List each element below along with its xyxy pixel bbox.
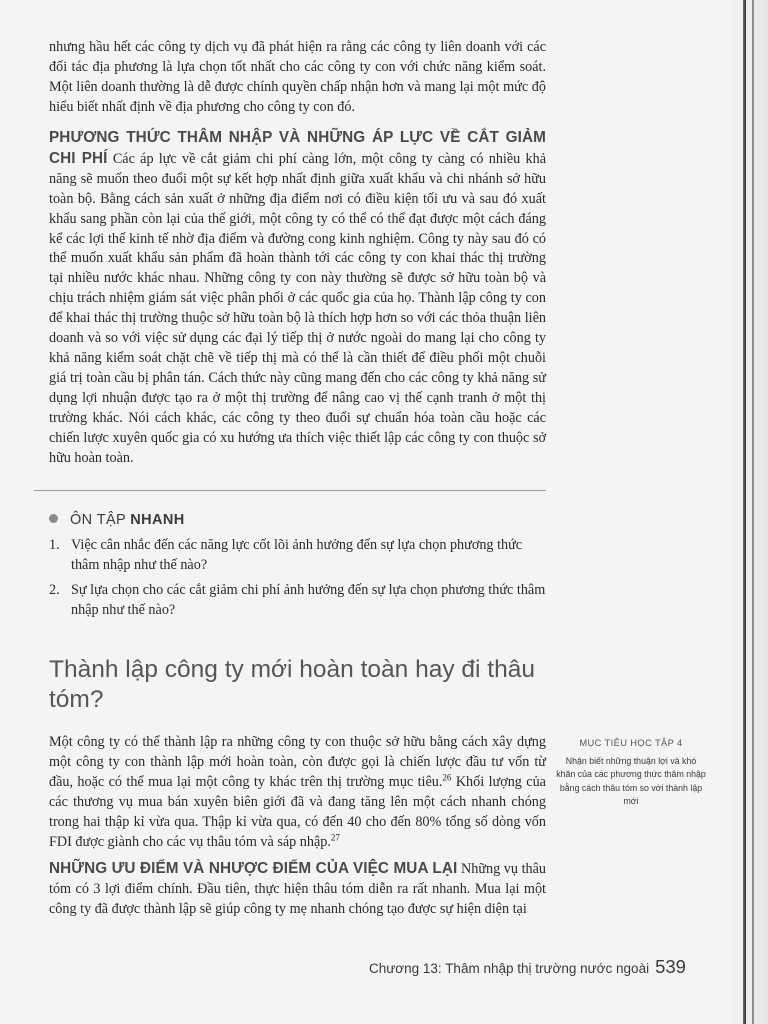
footnote-ref: 26: [442, 772, 452, 783]
review-question-number: 2.: [49, 582, 60, 598]
main-block: [49, 733, 546, 852]
main-paragraph: [49, 733, 546, 852]
book-spine-line: [743, 0, 746, 1024]
review-question-text: Sự lựa chọn cho các cắt giảm chi phí ảnh hưởng đến sự lựa chọn phương thức thâm nhập như thế nào?: [71, 582, 546, 618]
intro-block: [49, 38, 546, 118]
chapter-title: Chương 13: Thâm nhập thị trường nước ngoài: [369, 961, 650, 976]
quick-review-title-light: ÔN TẬP: [70, 512, 126, 528]
quick-review-title-bold: NHANH: [130, 512, 185, 528]
learning-objective-text: Nhận biết những thuận lợi và khó khăn của các phương thức thâm nhập bằng cách thâu tóm so với thành lập mới: [556, 756, 706, 806]
learning-objective-note: [556, 738, 706, 808]
section-divider: [34, 490, 546, 491]
acquisition-heading: NHỮNG ƯU ĐIỂM VÀ NHƯỢC ĐIỂM CỦA VIỆC MUA LẠI: [49, 860, 458, 877]
review-question: [49, 536, 546, 575]
cost-pressure-heading: PHƯƠNG THỨC THÂM NHẬP VÀ NHỮNG ÁP LỰC VỀ CẮT GIẢM CHI PHÍ: [49, 129, 546, 167]
page-footer: [369, 956, 686, 978]
footnote-ref: 27: [330, 831, 340, 842]
review-question-text: Việc cân nhắc đến các năng lực cốt lõi ảnh hưởng đến sự lựa chọn phương thức thâm nhập như thế nào?: [71, 537, 523, 573]
acquisition-paragraph: [49, 859, 546, 920]
main-paragraph-part1: Một công ty có thể thành lập ra những công ty con thuộc sở hữu bằng cách xây dựng một công ty con thành lập mới hoàn toàn, còn được gọi là chiến lược đầu tư vốn từ đầu, hoặc có thể mua lại một công ty khác trên thị trường mục tiêu.: [49, 734, 546, 790]
quick-review-title: [49, 512, 185, 528]
review-question: [49, 581, 546, 620]
learning-objective-heading: MỤC TIÊU HỌC TẬP 4: [579, 738, 683, 748]
cost-pressure-text: Các áp lực về cắt giảm chi phí càng lớn, một công ty càng có nhiều khả năng sẽ muốn theo đuổi một sự kết hợp nhất định giữa xuất khẩu và chi nhánh sở hữu toàn bộ. Bằng cách sản xuất ở những địa điểm nơi có điều kiện tối ưu và sau đó xuất khẩu sang phần còn lại của thế giới, một công ty có thể có thể đạt được một cách đáng kể các lợi thế kinh tế nhờ địa điểm và đường cong kinh nghiệm. Công ty này sau đó có thể muốn xuất khẩu sản phẩm đã hoàn thành tới các công ty con khai thác thị trường tại nhiều nước khác nhau. Những công ty con này thường sẽ được sở hữu toàn bộ và chịu trách nhiệm giám sát việc phân phối ở các quốc gia của họ. Thành lập công ty con để khai thác thị trường thuộc sở hữu toàn bộ là thích hợp hơn so với các thỏa thuận liên doanh và so với việc sử dụng các đại lý tiếp thị ở nước ngoài do mang lại cho công ty khả năng kiểm soát chặt chẽ về tiếp thị mà có thể là cần thiết để điều phối một chuỗi giá trị toàn cầu bị phân tán. Cách thức này cũng mang đến cho các công ty khả năng sử dụng lợi nhuận được tạo ra ở một thị trường để nâng cao vị thế cạnh tranh ở một thị trường khác. Nói cách khác, các công ty theo đuổi sự chuẩn hóa toàn cầu hoặc các chiến lược xuyên quốc gia có xu hướng ưa thích việc thiết lập các công ty con thuộc sở hữu hoàn toàn.: [49, 150, 547, 466]
book-spine-line-secondary: [752, 0, 754, 1024]
acquisition-section: [49, 859, 546, 920]
main-paragraph-part2: Khối lượng của các thương vụ mua bán xuyên biên giới đã và đang tăng lên một cách nhanh chóng trong hai thập kỉ vừa qua. Thập kỉ vừa qua, có đến 40 cho đến 80% tổng số dòng vốn FDI được giành cho các vụ thâu tóm và sáp nhập.: [49, 773, 546, 850]
section-title: Thành lập công ty mới hoàn toàn hay đi thâu tóm?: [49, 656, 535, 713]
cost-pressure-paragraph: [49, 128, 546, 468]
page-number: 539: [655, 956, 686, 977]
review-question-number: 1.: [49, 537, 60, 553]
intro-paragraph: nhưng hầu hết các công ty dịch vụ đã phát hiện ra rằng các công ty liên doanh với các đối tác địa phương là lựa chọn tốt nhất cho các công ty con với chức năng kiểm soát. Một liên doanh thường là dễ được chính quyền chấp nhận hơn và mang lại một mức độ hiểu biết nhất định về địa phương cho công ty con đó.: [49, 39, 546, 115]
bullet-circle-icon: [49, 514, 58, 523]
quick-review-list: [49, 536, 546, 626]
acquisition-text: Những vụ thâu tóm có 3 lợi điểm chính. Đầu tiên, thực hiện thâu tóm diễn ra rất nhanh. Mua lại một công ty đã được thành lập sẽ giúp công ty mẹ nhanh chóng tạo được sự hiện diện tại: [49, 861, 547, 917]
cost-pressure-section: [49, 128, 546, 468]
